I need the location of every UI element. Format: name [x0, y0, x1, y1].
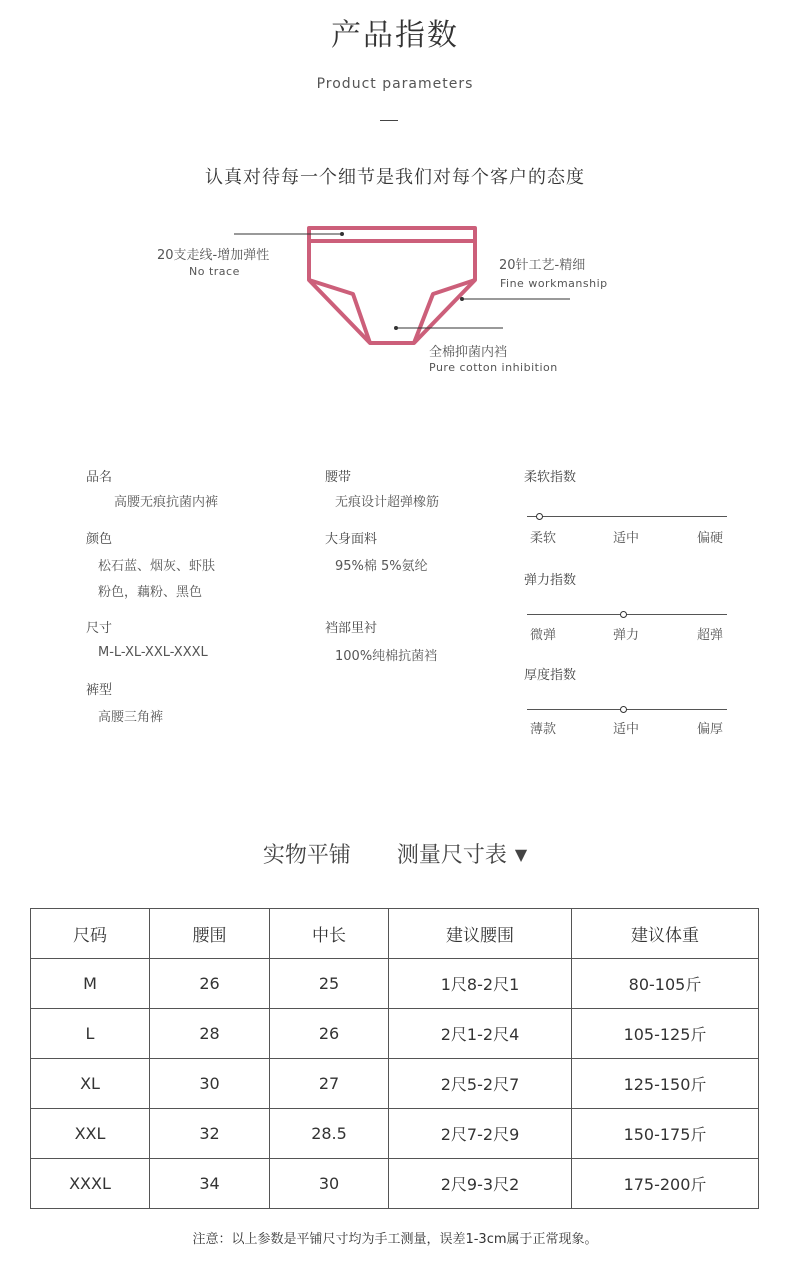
scale-elasticity-low: 微弹 [530, 628, 557, 643]
cell-suggested-weight: 80-105斤 [572, 959, 759, 1009]
scale-thickness-line [527, 709, 727, 710]
measurement-note: 注意：以上参数是平铺尺寸均为手工测量，误差1-3cm属于正常现象。 [192, 1232, 598, 1247]
table-row [31, 1009, 759, 1059]
slogan: 认真对待每一个细节是我们对每个客户的态度 [205, 167, 585, 188]
cell-waist: 30 [150, 1059, 270, 1109]
cell-suggested-waist: 2尺9-3尺2 [389, 1159, 572, 1209]
scale-softness-marker [536, 513, 543, 520]
cell-length: 30 [270, 1159, 389, 1209]
callout-seam-en: Fine workmanship [500, 277, 608, 290]
cell-size: XL [31, 1059, 150, 1109]
scale-softness-high: 偏硬 [697, 531, 724, 546]
cell-waist: 32 [150, 1109, 270, 1159]
scale-elasticity-title: 弹力指数 [524, 573, 577, 588]
scale-softness-mid: 适中 [613, 531, 640, 546]
param-waistband-value: 无痕设计超弹橡筋 [335, 495, 440, 510]
table-header-row [31, 909, 759, 959]
callout-crotch-en: Pure cotton inhibition [429, 361, 558, 374]
param-name-value: 高腰无痕抗菌内裤 [114, 495, 219, 510]
param-lining-value: 100%纯棉抗菌裆 [335, 649, 438, 664]
param-style-label: 裤型 [86, 683, 113, 698]
cell-suggested-weight: 125-150斤 [572, 1059, 759, 1109]
cell-size: M [31, 959, 150, 1009]
scale-softness-line [527, 516, 727, 517]
param-style-value: 高腰三角裤 [98, 710, 164, 725]
size-table [30, 908, 759, 1209]
table-row [31, 1059, 759, 1109]
size-table-heading-left: 实物平铺 [262, 843, 351, 868]
param-color-label: 颜色 [86, 532, 113, 547]
callout-waist-zh: 20支走线-增加弹性 [157, 248, 270, 263]
param-lining-label: 裆部里衬 [325, 621, 378, 636]
scale-elasticity-marker [620, 611, 627, 618]
param-color-value-2: 粉色，藕粉、黑色 [98, 585, 203, 600]
cell-length: 28.5 [270, 1109, 389, 1159]
cell-suggested-weight: 150-175斤 [572, 1109, 759, 1159]
param-waistband-label: 腰带 [325, 470, 352, 485]
cell-suggested-waist: 1尺8-2尺1 [389, 959, 572, 1009]
param-fabric-value: 95%棉 5%氨纶 [335, 559, 428, 574]
scale-elasticity-high: 超弹 [697, 628, 724, 643]
scale-thickness-title: 厚度指数 [524, 668, 577, 683]
title-divider [380, 120, 398, 121]
cell-suggested-waist: 2尺7-2尺9 [389, 1109, 572, 1159]
cell-suggested-weight: 175-200斤 [572, 1159, 759, 1209]
scale-thickness-mid: 适中 [613, 722, 640, 737]
underwear-outline-icon [309, 228, 475, 343]
callout-waist-en: No trace [189, 265, 240, 278]
cell-waist: 34 [150, 1159, 270, 1209]
scale-thickness-marker [620, 706, 627, 713]
cell-size: XXL [31, 1109, 150, 1159]
cell-length: 27 [270, 1059, 389, 1109]
size-table-heading [0, 838, 790, 869]
param-size-label: 尺寸 [86, 621, 113, 636]
scale-softness-low: 柔软 [530, 531, 557, 546]
scale-softness-title: 柔软指数 [524, 470, 577, 485]
header-suggested-waist: 建议腰围 [389, 909, 572, 959]
cell-suggested-weight: 105-125斤 [572, 1009, 759, 1059]
header-waist: 腰围 [150, 909, 270, 959]
cell-length: 26 [270, 1009, 389, 1059]
callout-crotch-zh: 全棉抑菌内裆 [429, 345, 508, 360]
cell-size: L [31, 1009, 150, 1059]
header-suggested-weight: 建议体重 [572, 909, 759, 959]
cell-suggested-waist: 2尺1-2尺4 [389, 1009, 572, 1059]
cell-length: 25 [270, 959, 389, 1009]
cell-waist: 28 [150, 1009, 270, 1059]
scale-thickness-high: 偏厚 [697, 722, 724, 737]
table-row [31, 1109, 759, 1159]
table-row [31, 1159, 759, 1209]
table-row [31, 959, 759, 1009]
scale-thickness-low: 薄款 [530, 722, 557, 737]
underwear-diagram [0, 200, 790, 390]
cell-size: XXXL [31, 1159, 150, 1209]
header-size: 尺码 [31, 909, 150, 959]
triangle-down-icon: ▼ [514, 845, 528, 864]
cell-suggested-waist: 2尺5-2尺7 [389, 1059, 572, 1109]
param-color-value-1: 松石蓝、烟灰、虾肤 [98, 559, 216, 574]
header-length: 中长 [270, 909, 389, 959]
callout-seam-zh: 20针工艺-精细 [499, 258, 586, 273]
scale-elasticity-mid: 弹力 [613, 628, 640, 643]
page-title: 产品指数 [331, 18, 459, 53]
param-size-value: M-L-XL-XXL-XXXL [98, 645, 208, 660]
size-table-heading-right: 测量尺寸表 [396, 843, 507, 868]
param-name-label: 品名 [86, 470, 113, 485]
scale-elasticity-line [527, 614, 727, 615]
page-subtitle: Product parameters [316, 76, 474, 92]
param-fabric-label: 大身面料 [325, 532, 378, 547]
cell-waist: 26 [150, 959, 270, 1009]
